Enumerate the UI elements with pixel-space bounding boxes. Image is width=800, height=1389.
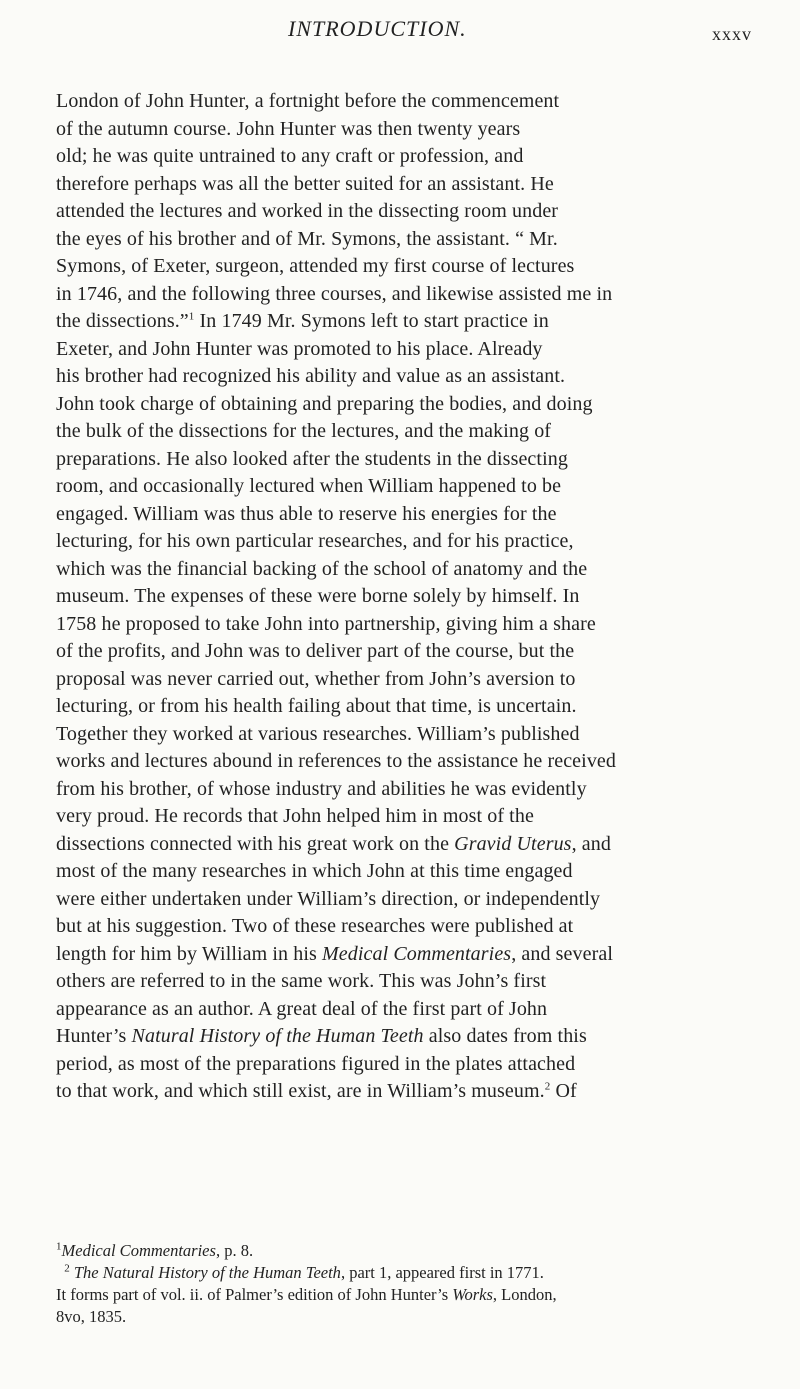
footnotes — [56, 1240, 750, 1328]
text-line: attended the lectures and worked in the dissecting room under — [56, 200, 559, 222]
text-line: but at his suggestion. Two of these researches were published at — [56, 915, 574, 937]
work-title: Medical Commentaries — [61, 1241, 216, 1260]
text-line: from his brother, of whose industry and abilities he was evidently — [56, 777, 587, 800]
page-number: xxxv — [712, 24, 752, 44]
text-segment: Of — [550, 1080, 577, 1102]
text-line: Symons, of Exeter, surgeon, attended my first course of lectures — [56, 255, 575, 277]
text-line: therefore perhaps was all the better suited for an assistant. He — [56, 172, 554, 195]
text-line: Together they worked at various researches. William’s published — [56, 722, 580, 745]
text-line: in 1746, and the following three courses, and likewise assisted me in — [56, 282, 613, 305]
text-line: 1758 he proposed to take John into partnership, giving him a share — [56, 612, 596, 635]
text-line: lecturing, or from his health failing about that time, is uncertain. — [56, 695, 577, 717]
text-line: which was the financial backing of the school of anatomy and the — [56, 557, 588, 580]
text-line: very proud. He records that John helped him in most of the — [56, 805, 534, 827]
text-segment: , part 1, appeared first in 1771. — [340, 1263, 544, 1282]
text-line: old; he was quite untrained to any craft or profession, and — [56, 145, 524, 167]
text-line: John took charge of obtaining and preparing the bodies, and doing — [56, 392, 593, 415]
text-segment: also dates from this — [423, 1025, 587, 1047]
footnote-ref-1: 1 — [188, 310, 195, 323]
text-line: appearance as an author. A great deal of the first part of John — [56, 997, 548, 1020]
text-line: works and lectures abound in references to the assistance he received — [56, 750, 616, 772]
text-line: his brother had recognized his ability and value as an assistant. — [56, 365, 566, 387]
text-segment: , and — [571, 832, 611, 855]
text-line — [56, 1078, 750, 1106]
work-title: Medical Commentaries — [322, 942, 512, 965]
text-segment: , London, — [492, 1285, 557, 1304]
text-line: museum. The expenses of these were borne solely by himself. In — [56, 585, 580, 607]
work-title: The Natural History of the Human Teeth — [73, 1263, 341, 1282]
footnote-marker: 2 — [64, 1262, 70, 1275]
text-line: proposal was never carried out, whether from John’s aversion to — [56, 667, 576, 690]
text-line: of the profits, and John was to deliver part of the course, but the — [56, 640, 575, 662]
text-line: the bulk of the dissections for the lectures, and the making of — [56, 420, 552, 442]
body-text — [56, 88, 750, 1106]
text-line — [56, 941, 750, 969]
footnote-ref-2: 2 — [544, 1080, 551, 1093]
text-segment: , p. 8. — [215, 1241, 254, 1260]
footnote-line: 8vo, 1835. — [56, 1307, 127, 1326]
text-segment: In 1749 Mr. Symons left to start practice in — [194, 310, 549, 332]
text-line: of the autumn course. John Hunter was then twenty years — [56, 117, 521, 140]
text-line — [56, 831, 750, 859]
text-line: Exeter, and John Hunter was promoted to his place. Already — [56, 337, 543, 360]
text-line: London of John Hunter, a fortnight before the commencement — [56, 90, 560, 112]
text-segment: Hunter’s — [56, 1025, 132, 1047]
text-line: engaged. William was thus able to reserve his energies for the — [56, 502, 557, 525]
running-head — [0, 16, 800, 56]
text-segment: dissections connected with his great work on the — [56, 832, 455, 855]
footnote-1 — [56, 1240, 750, 1262]
work-title: Works — [452, 1285, 493, 1304]
text-line: preparations. He also looked after the students in the dissecting — [56, 447, 568, 470]
footnote-marker: 1 — [56, 1240, 62, 1253]
work-title: Natural History of the Human Teeth — [131, 1025, 424, 1047]
text-line: period, as most of the preparations figured in the plates attached — [56, 1052, 576, 1075]
text-line: were either undertaken under William’s direction, or independently — [56, 887, 601, 910]
text-line: room, and occasionally lectured when William happened to be — [56, 475, 562, 497]
text-line — [56, 308, 750, 336]
footnote-2 — [56, 1262, 750, 1284]
text-line: the eyes of his brother and of Mr. Symons, the assistant. “ Mr. — [56, 227, 558, 250]
text-segment: It forms part of vol. ii. of Palmer’s edition of John Hunter’s — [56, 1285, 453, 1304]
footnote-line — [56, 1284, 750, 1306]
text-segment: to that work, and which still exist, are in William’s museum. — [56, 1080, 545, 1102]
text-segment: , and several — [511, 942, 613, 965]
work-title: Gravid Uterus — [454, 832, 572, 855]
text-line: most of the many researches in which John at this time engaged — [56, 860, 573, 882]
text-line: others are referred to in the same work. This was John’s first — [56, 970, 547, 992]
text-segment: the dissections.” — [56, 310, 189, 332]
text-line: lecturing, for his own particular researches, and for his practice, — [56, 530, 574, 552]
text-segment: length for him by William in his — [56, 942, 322, 965]
running-title: INTRODUCTION. — [288, 16, 467, 41]
text-line — [56, 1023, 750, 1051]
